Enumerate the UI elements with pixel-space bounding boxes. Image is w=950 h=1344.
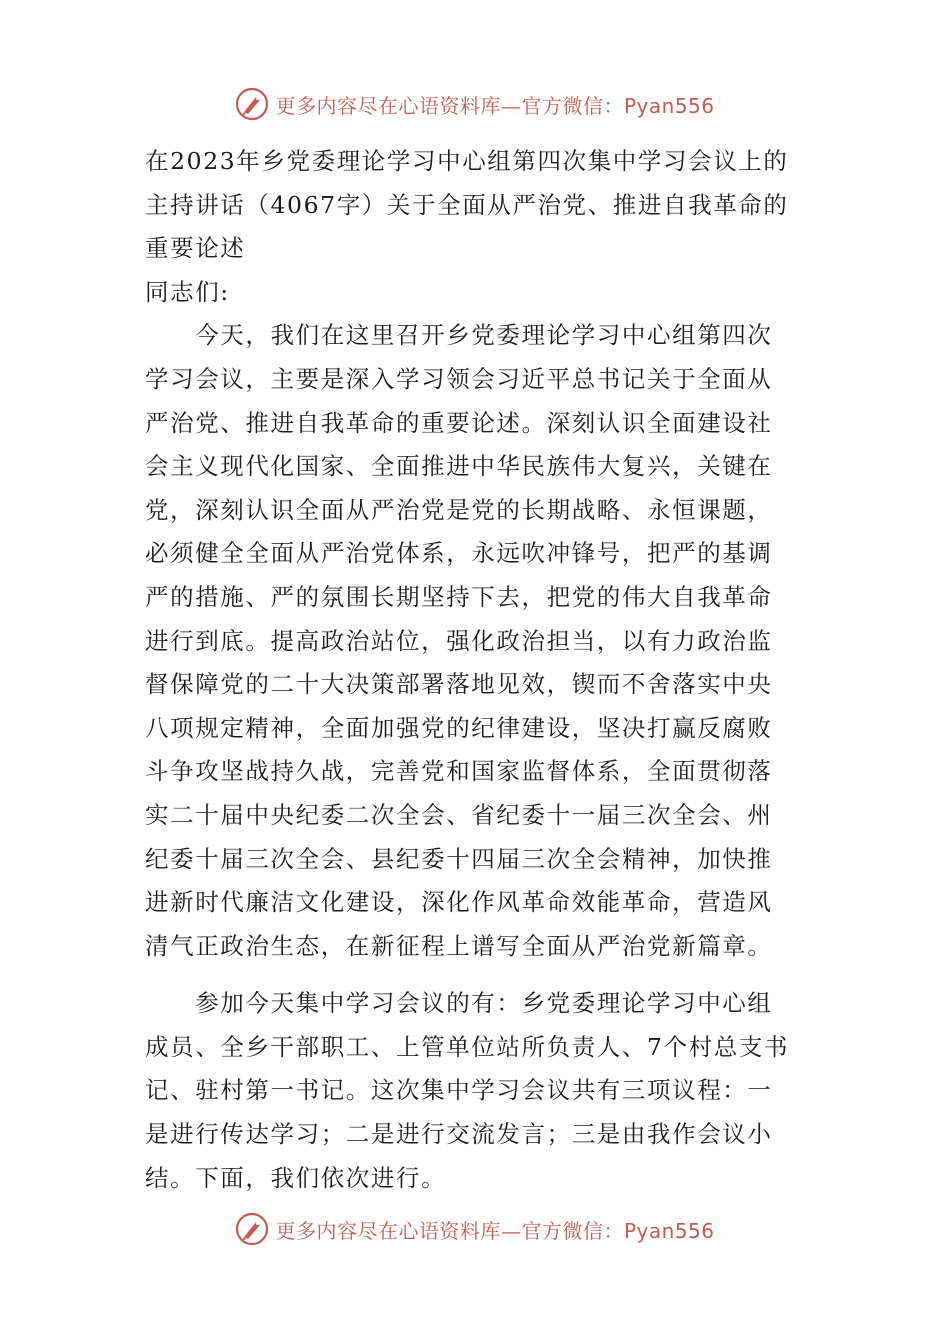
paragraph-line: 八项规定精神，全面加强党的纪律建设，坚决打赢反腐败 (145, 713, 773, 742)
salutation: 同志们: (145, 277, 230, 306)
document-body (145, 140, 810, 1200)
paragraph-line: 记、驻村第一书记。这次集中学习会议共有三项议程：一 (145, 1076, 773, 1105)
paragraph-line: 严的措施、严的氛围长期坚持下去，把党的伟大自我革命 (145, 582, 773, 611)
wechat-id: Pyan556 (623, 1218, 715, 1243)
banner-content (235, 1212, 714, 1246)
banner-content (235, 87, 714, 121)
pen-nib-logo-icon (235, 1212, 269, 1246)
paragraph-gap (145, 968, 810, 982)
paragraph-line: 必须健全全面从严治党体系，永远吹冲锋号，把严的基调 (145, 539, 773, 568)
banner-label: 更多内容尽在心语资料库—官方微信： (275, 1218, 624, 1243)
title-line: 在2023年乡党委理论学习中心组第四次集中学习会议上的 (145, 147, 789, 175)
paragraph-line: 实二十届中央纪委二次全会、省纪委十一届三次全会、州 (145, 800, 773, 829)
document-title (145, 140, 810, 271)
paragraph-line: 是进行传达学习；二是进行交流发言；三是由我作会议小 (145, 1120, 773, 1149)
title-line: 重要论述 (145, 234, 246, 263)
paragraph-line: 学习会议，主要是深入学习领会习近平总书记关于全面从 (145, 364, 773, 393)
paragraph-line: 纪委十届三次全会、县纪委十四届三次全会精神，加快推 (145, 844, 773, 873)
banner-label: 更多内容尽在心语资料库—官方微信： (275, 93, 624, 118)
paragraph-line: 督保障党的二十大决策部署落地见效，锲而不舍落实中央 (145, 670, 773, 699)
paragraph-line: 今天，我们在这里召开乡党委理论学习中心组第四次 (145, 321, 773, 350)
banner-text (275, 1215, 714, 1244)
paragraph-1 (145, 314, 810, 968)
paragraph-line: 参加今天集中学习会议的有：乡党委理论学习中心组 (145, 989, 773, 1018)
paragraph-line: 党，深刻认识全面从严治党是党的长期战略、永恒课题， (145, 495, 773, 524)
paragraph-line: 进新时代廉洁文化建设，深化作风革命效能革命，营造风 (145, 888, 773, 917)
footer-banner (0, 1209, 950, 1249)
wechat-id: Pyan556 (623, 93, 715, 118)
header-banner (0, 84, 950, 124)
paragraph-line: 严治党、推进自我革命的重要论述。深刻认识全面建设社 (145, 408, 773, 437)
title-line: 主持讲话（4067字）关于全面从严治党、推进自我革命的 (145, 190, 789, 219)
banner-text (275, 90, 714, 119)
pen-nib-logo-icon (235, 87, 269, 121)
paragraph-line: 清气正政治生态，在新征程上谱写全面从严治党新篇章。 (145, 931, 773, 960)
paragraph-line: 成员、全乡干部职工、上管单位站所负责人、7个村总支书 (145, 1032, 790, 1061)
paragraph-line: 进行到底。提高政治站位，强化政治担当，以有力政治监 (145, 626, 773, 655)
paragraph-2 (145, 982, 810, 1200)
paragraph-line: 会主义现代化国家、全面推进中华民族伟大复兴，关键在 (145, 452, 773, 481)
paragraph-line: 斗争攻坚战持久战，完善党和国家监督体系，全面贯彻落 (145, 757, 773, 786)
paragraph-line: 结。下面，我们依次进行。 (145, 1163, 447, 1192)
